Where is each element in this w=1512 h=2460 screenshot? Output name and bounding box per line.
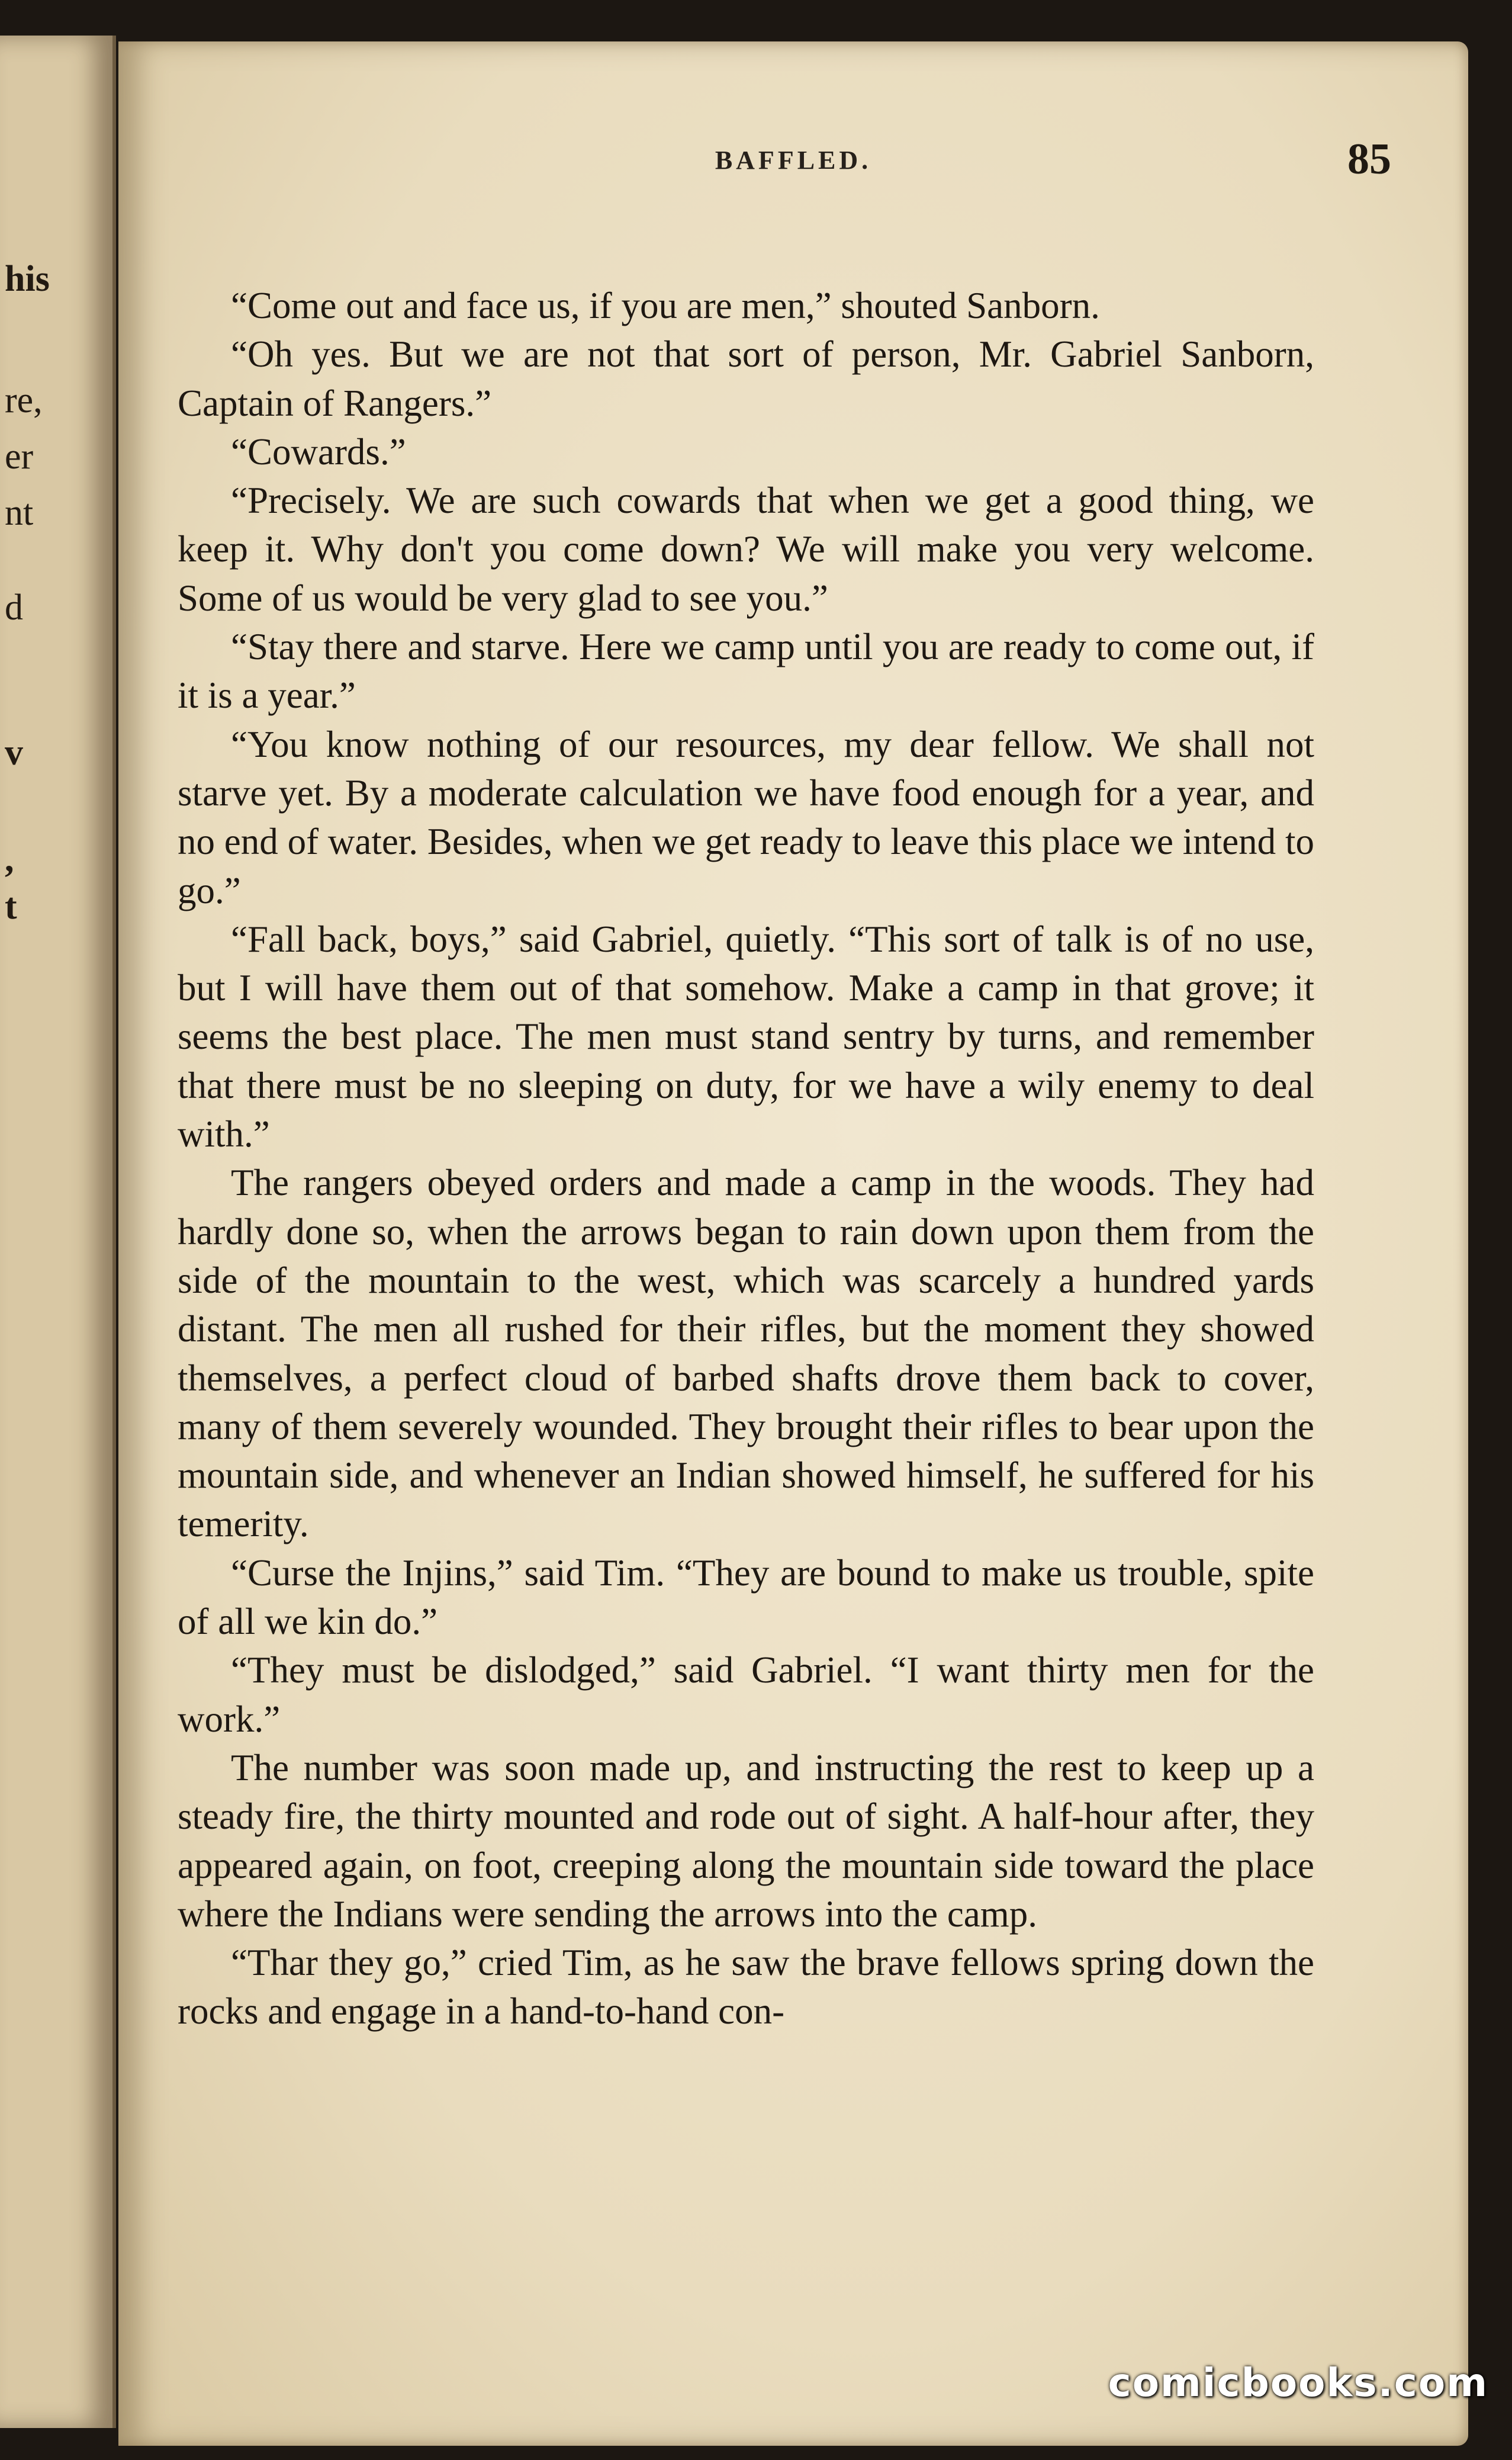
paragraph: “Thar they go,” cried Tim, as he saw the brave fellows spring down the rocks and engage in a hand-to-hand con-: [178, 1942, 1314, 2032]
running-title: BAFFLED.: [715, 146, 872, 175]
facing-page-fragment: nt: [5, 493, 34, 533]
paragraph: “Fall back, boys,” said Gabriel, quietly. “This sort of talk is of no use, but I will have them out of that somehow. Make a camp in that grove; it seems the best place. The men must stand sentry by turns, and remember that there must be no sleeping on duty, for we have a wily enemy to deal with.”: [178, 918, 1314, 1155]
page-number: 85: [1347, 135, 1391, 184]
paragraph: The rangers obeyed orders and made a camp in the woods. They had hardly done so, when the arrows began to rain down upon them from the side of the mountain to the west, which was scarcely a hundred yards distant. The men all rushed for their rifles, but the moment they showed themselves, a perfect cloud of barbed shafts drove them back to cover, many of them severely wounded. They brought their rifles to bear upon the mountain side, and whenever an Indian showed himself, he suffered for his temerity.: [178, 1162, 1314, 1545]
paragraph: “Curse the Injins,” said Tim. “They are bound to make us trouble, spite of all we kin do.”: [178, 1552, 1314, 1643]
facing-page-fragment: v: [5, 733, 23, 773]
paragraph: “Oh yes. But we are not that sort of person, Mr. Gabriel Sanborn, Captain of Rangers.”: [178, 333, 1314, 424]
paragraph: “They must be dislodged,” said Gabriel. “I want thirty men for the work.”: [178, 1649, 1314, 1740]
paragraph: The number was soon made up, and instructing the rest to keep up a steady fire, the thirty mounted and rode out of sight. A half-hour after, they appeared again, on foot, creeping along the mountain side toward the place where the Indians were sending the arrows into the camp.: [178, 1746, 1314, 1935]
paragraph: “Precisely. We are such cowards that when we get a good thing, we keep it. Why don't you come down? We will make you very welcome. Some of us would be very glad to see you.”: [178, 480, 1314, 619]
watermark: comicbooks.com: [1108, 2360, 1488, 2406]
facing-page-fragment: ,: [5, 839, 14, 879]
page-header: [118, 135, 1468, 204]
body-text: [178, 281, 1314, 2036]
facing-page-fragment: d: [5, 587, 23, 628]
facing-page-fragment: his: [5, 259, 50, 299]
facing-page-fragment: re,: [5, 380, 43, 420]
paragraph: “Come out and face us, if you are men,” shouted Sanborn.: [231, 285, 1100, 326]
paragraph: “You know nothing of our resources, my dear fellow. We shall not starve yet. By a moderate calculation we have food enough for a year, and no end of water. Besides, when we get ready to leave this place we intend to go.”: [178, 723, 1314, 911]
paragraph: “Stay there and starve. Here we camp until you are ready to come out, if it is a year.”: [178, 626, 1314, 717]
facing-page-fragment: t: [5, 887, 17, 927]
facing-page-fragment: er: [5, 436, 34, 477]
book-page: [118, 41, 1468, 2446]
paragraph: “Cowards.”: [231, 431, 406, 473]
facing-page-edge: [0, 36, 116, 2428]
